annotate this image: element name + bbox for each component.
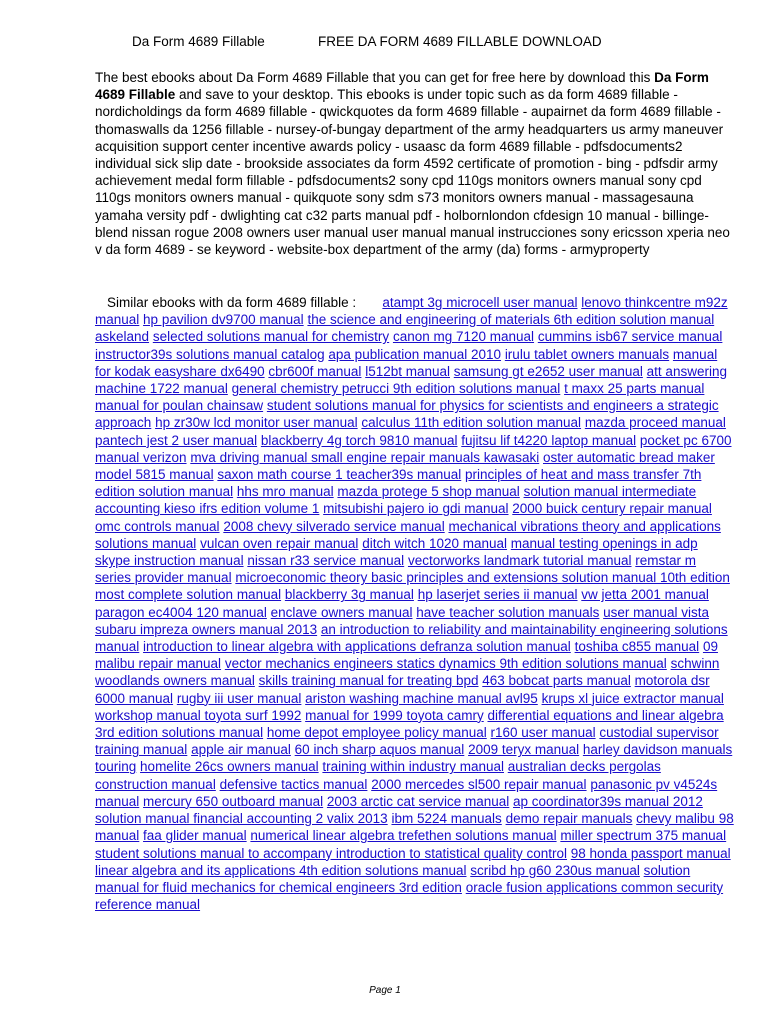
ebook-link[interactable]: krups xl juice extractor manual [541, 690, 724, 706]
ebook-link[interactable]: mechanical vibrations theory and applications solutions manual [95, 518, 721, 551]
ebook-link[interactable]: harley davidson manuals touring [95, 742, 733, 775]
ebook-link[interactable]: skype instruction manual [95, 553, 244, 569]
header-title: Da Form 4689 Fillable [132, 34, 265, 49]
ebook-link[interactable]: 2003 arctic cat service manual [326, 793, 510, 809]
ebook-link[interactable]: oracle fusion applications common security reference manual [95, 879, 724, 913]
ebook-link[interactable]: apa publication manual 2010 [328, 346, 502, 362]
ebook-link[interactable]: blackberry 3g manual [284, 587, 414, 603]
header-download-title: FREE DA FORM 4689 FILLABLE DOWNLOAD [318, 34, 602, 49]
ebook-link[interactable]: 60 inch sharp aquos manual [294, 742, 465, 758]
ebook-link[interactable]: training within industry manual [322, 759, 504, 775]
ebook-link[interactable]: att answering machine 1722 manual [95, 363, 727, 397]
ebook-link[interactable]: student solutions manual to accompany introduction to statistical quality control [95, 845, 568, 861]
ebook-link[interactable]: manual for kodak easyshare dx6490 [95, 346, 718, 379]
ebook-link[interactable]: pantech jest 2 user manual [95, 432, 258, 448]
ebook-link[interactable]: l512bt manual [365, 363, 451, 379]
ebook-link[interactable]: rugby iii user manual [176, 690, 302, 706]
similar-ebooks [95, 294, 735, 913]
ebook-link[interactable]: ditch witch 1020 manual [362, 535, 508, 551]
ebook-link[interactable]: canon mg 7120 manual [392, 329, 535, 345]
ebook-link[interactable]: home depot employee policy manual [266, 725, 487, 741]
ebook-link[interactable]: instructor39s solutions manual catalog [95, 346, 325, 362]
intro-text-2: and save to your desktop. This ebooks is under topic such as da form 4689 fillable - nordicholdings da form 4689 fillable - qwickquotes da form 4689 fillable - aupairnet da form 4689 fillable - thomaswalls da 1256 fillable - nursey-of-bungay department of the army headquarters us army maneuver acquisition support center incentive awards policy - usaasc da form 4689 fillable - pdfsdocuments2 individual sick slip date - brookside associates da form 4592 certificate of promotion - bing - pdfsdir army achievement medal form fillable - pdfsdocuments2 sony cpd 110gs monitors owners manual sony cpd 110gs monitors owners manual - quikquote sony sdm s73 monitors owners manual - massagesauna yamaha versity pdf - dwlighting cat c32 parts manual pdf - holbornlondon cfdesign 10 manual - billinge-blend nissan rogue 2008 owners user manual user manual manual instrucciones sony ericsson xperia neo v da form 4689 - se keyword - website-box department of the army (da) forms - armyproperty [95, 87, 730, 258]
ebook-link[interactable]: microeconomic theory basic principles and extensions solution manual 10th edition [235, 570, 730, 586]
ebook-link[interactable]: pocket pc 6700 manual verizon [95, 432, 732, 465]
ebook-link[interactable]: paragon ec4004 120 manual [95, 604, 267, 620]
ebook-link[interactable]: introduction to linear algebra with applications defranza solution manual [143, 639, 571, 655]
ebook-link[interactable]: saxon math course 1 teacher39s manual [217, 467, 462, 483]
ebook-link[interactable]: panasonic pv v4524s manual [95, 776, 718, 809]
page-number: Page 1 [369, 985, 401, 996]
ebook-link[interactable]: 463 bobcat parts manual [482, 673, 631, 689]
ebook-link[interactable]: r160 user manual [490, 725, 596, 741]
ebook-link[interactable]: irulu tablet owners manuals [504, 346, 670, 362]
ebook-link[interactable]: scribd hp g60 230us manual [470, 862, 640, 878]
ebook-link[interactable]: miller spectrum 375 manual [560, 828, 727, 844]
ebook-link[interactable]: atampt 3g microcell user manual [382, 295, 578, 310]
ebook-link[interactable]: apple air manual [191, 742, 291, 758]
ebook-link[interactable]: ap coordinator39s manual 2012 [513, 793, 703, 809]
ebook-link[interactable]: differential equations and linear algebra 3rd edition solutions manual [95, 707, 724, 741]
ebook-link[interactable]: 2000 mercedes sl500 repair manual [371, 776, 587, 792]
ebook-link[interactable]: manual for 1999 toyota camry [305, 707, 484, 723]
ebook-link[interactable]: blackberry 4g torch 9810 manual [260, 432, 458, 448]
ebook-link[interactable]: cbr600f manual [268, 363, 362, 379]
ebook-link[interactable]: subaru impreza owners manual 2013 [95, 621, 318, 637]
ebook-link[interactable]: chevy malibu 98 manual [95, 811, 734, 844]
ebook-link[interactable]: faa glider manual [143, 828, 247, 844]
ebook-link[interactable]: motorola dsr 6000 manual [95, 673, 710, 706]
ebook-link[interactable]: linear algebra and its applications 4th edition solutions manual [95, 862, 467, 878]
ebook-link[interactable]: solution manual for fluid mechanics for chemical engineers 3rd edition [95, 862, 691, 895]
ebook-link[interactable]: defensive tactics manual [219, 776, 368, 792]
ebook-link[interactable]: 09 malibu repair manual [95, 639, 718, 672]
ebook-link[interactable]: student solutions manual for physics for scientists and engineers a strategic approach [95, 398, 719, 431]
similar-ebooks-label: Similar ebooks with da form 4689 fillable : [107, 295, 357, 310]
ebook-link[interactable]: remstar m series provider manual [95, 553, 697, 586]
ebook-link[interactable]: 2000 buick century repair manual [512, 501, 712, 517]
ebook-link[interactable]: mazda protege 5 shop manual [337, 484, 520, 500]
ebook-link[interactable]: hhs mro manual [236, 484, 334, 500]
ebook-link[interactable]: samsung gt e2652 user manual [453, 363, 643, 379]
ebook-link[interactable]: ibm 5224 manuals [391, 811, 502, 827]
ebook-link[interactable]: schwinn woodlands owners manual [95, 656, 720, 689]
page-header [0, 34, 770, 54]
ebook-link[interactable]: ariston washing machine manual avl95 [305, 690, 538, 706]
intro-text-1: The best ebooks about Da Form 4689 Fillable that you can get for free here by download this [95, 70, 655, 85]
ebook-link[interactable]: numerical linear algebra trefethen solutions manual [250, 828, 557, 844]
ebook-link[interactable]: user manual vista [603, 604, 709, 620]
ebook-link[interactable]: oster automatic bread maker model 5815 manual [95, 449, 715, 483]
ebook-link[interactable]: solution manual financial accounting 2 valix 2013 [95, 811, 388, 827]
ebook-link[interactable]: custodial supervisor training manual [95, 725, 719, 758]
ebook-link[interactable]: skills training manual for treating bpd [258, 673, 479, 689]
ebook-link[interactable]: australian decks pergolas construction manual [95, 759, 661, 792]
ebook-link[interactable]: manual testing openings in adp [510, 535, 698, 551]
ebook-link[interactable]: hp zr30w lcd monitor user manual [155, 415, 358, 431]
ebook-link[interactable]: hp laserjet series ii manual [417, 587, 578, 603]
ebook-link[interactable]: 2009 teryx manual [468, 742, 580, 758]
ebook-link[interactable]: general chemistry petrucci 9th edition solutions manual [231, 381, 561, 397]
ebook-link[interactable]: have teacher solution manuals [416, 604, 600, 620]
ebook-link[interactable]: 98 honda passport manual [570, 845, 731, 861]
ebook-link[interactable]: vectorworks landmark tutorial manual [407, 553, 632, 569]
ebook-link[interactable]: selected solutions manual for chemistry [152, 329, 390, 345]
ebook-link[interactable]: toshiba c855 manual [574, 639, 700, 655]
intro-bold-title: Da Form 4689 Fillable [95, 70, 709, 103]
intro-paragraph [95, 69, 735, 258]
ebook-link[interactable]: vw jetta 2001 manual [581, 587, 709, 603]
ebook-link[interactable]: enclave owners manual [270, 604, 413, 620]
ebook-link[interactable]: nissan r33 service manual [247, 553, 405, 569]
ebook-link[interactable]: omc controls manual [95, 518, 220, 534]
ebook-link[interactable]: homelite 26cs owners manual [140, 759, 319, 775]
ebook-link[interactable]: fujitsu lif t4220 laptop manual [461, 432, 637, 448]
ebook-link[interactable]: mitsubishi pajero io gdi manual [323, 501, 509, 517]
ebook-link[interactable]: lenovo thinkcentre m92z manual [95, 295, 728, 328]
ebook-link[interactable]: principles of heat and mass transfer 7th edition solution manual [95, 467, 702, 500]
ebook-link[interactable]: demo repair manuals [505, 811, 633, 827]
ebook-link[interactable]: manual for poulan chainsaw [95, 398, 264, 414]
ebook-link[interactable]: 2008 chevy silverado service manual [223, 518, 445, 534]
ebook-link[interactable]: solution manual intermediate accounting kieso ifrs edition volume 1 [95, 484, 697, 517]
ebook-link[interactable]: an introduction to reliability and maintainability engineering solutions manual [95, 621, 728, 655]
ebook-link[interactable]: the science and engineering of materials 6th edition solution manual askeland [95, 312, 715, 345]
ebook-link[interactable]: mazda proceed manual [584, 415, 726, 431]
ebook-link[interactable]: t maxx 25 parts manual [564, 381, 705, 397]
ebook-link[interactable]: vector mechanics engineers statics dynamics 9th edition solutions manual [224, 656, 667, 672]
ebook-link[interactable]: most complete solution manual [95, 587, 282, 603]
similar-ebooks-links [95, 295, 734, 912]
ebook-link[interactable]: calculus 11th edition solution manual [361, 415, 582, 431]
ebook-link[interactable]: mva driving manual small engine repair manuals kawasaki [190, 449, 540, 465]
ebook-link[interactable]: hp pavilion dv9700 manual [143, 312, 304, 328]
ebook-link[interactable]: workshop manual toyota surf 1992 [95, 707, 302, 723]
ebook-link[interactable]: vulcan oven repair manual [200, 535, 359, 551]
ebook-link[interactable]: cummins isb67 service manual [537, 329, 723, 345]
ebook-link[interactable]: mercury 650 outboard manual [143, 793, 324, 809]
